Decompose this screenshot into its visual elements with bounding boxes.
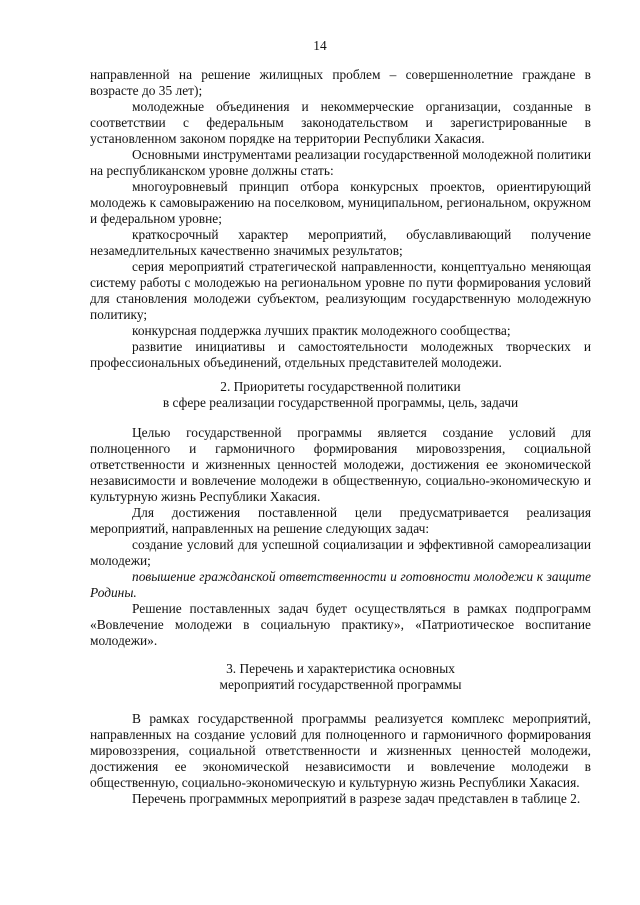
intro-paragraph: краткосрочный характер мероприятий, обуславливающий получение незамедлительных качественно значимых результатов; [90, 227, 591, 258]
section-2-heading-line: 2. Приоритеты государственной политики [220, 379, 461, 394]
section-3-heading-line: 3. Перечень и характеристика основных [226, 661, 455, 676]
intro-paragraph: молодежные объединения и некоммерческие организации, созданные в соответствии с федеральным законодательством и зарегистрированные в установленном законом порядке на территории Республики Хакасия. [90, 99, 591, 146]
section-3-paragraph: В рамках государственной программы реализуется комплекс мероприятий, направленных на создание условий для полноценного и гармоничного формирования мировоззрения, социальной ответственности и жизненных ценностей молодежи, достижения ее экономической независимости и вовлечение молодежи в общественную, социально-экономическую и культурную жизнь Республики Хакасия. [90, 711, 591, 790]
section-3-heading [90, 661, 591, 693]
page-body [90, 67, 591, 807]
intro-paragraph: многоуровневый принцип отбора конкурсных проектов, ориентирующий молодежь к самовыражению на поселковом, муниципальном, региональном, окружном и федеральном уровне; [90, 179, 591, 226]
section-2-paragraph: Решение поставленных задач будет осуществляться в рамках подпрограмм «Вовлечение молодежи в социальную практику», «Патриотическое воспитание молодежи». [90, 601, 591, 648]
page-number: 14 [313, 38, 327, 53]
section-2-paragraph: Целью государственной программы является создание условий для полноценного и гармоничного формирования мировоззрения, социальной ответственности и жизненных ценностей молодежи, достижения ее экономической независимости и вовлечение молодежи в общественную, социально-экономическую и культурную жизнь Республики Хакасия. [90, 425, 591, 504]
section-2-heading-line: в сфере реализации государственной программы, цель, задачи [162, 395, 519, 410]
section-2-heading [90, 379, 591, 411]
section-2-italic-paragraph: повышение гражданской ответственности и готовности молодежи к защите Родины. [90, 569, 591, 600]
intro-paragraph: развитие инициативы и самостоятельности молодежных творческих и профессиональных объединений, отдельных представителей молодежи. [90, 339, 591, 370]
section-3-heading-line: мероприятий государственной программы [219, 677, 462, 692]
section-2-paragraph: Для достижения поставленной цели предусматривается реализация мероприятий, направленных на решение следующих задач: [90, 505, 591, 536]
intro-paragraph: конкурсная поддержка лучших практик молодежного сообщества; [132, 323, 511, 338]
section-2-paragraph: создание условий для успешной социализации и эффективной самореализации молодежи; [90, 537, 591, 568]
intro-paragraph: направленной на решение жилищных проблем – совершеннолетние граждане в возрасте до 35 лет); [90, 67, 591, 98]
intro-paragraph: серия мероприятий стратегической направленности, концептуально меняющая систему работы с молодежью на региональном уровне по пути формирования условий для становления молодежи субъектом, реализующим государственную молодежную политику; [90, 259, 591, 322]
section-3-paragraph: Перечень программных мероприятий в разрезе задач представлен в таблице 2. [132, 791, 581, 806]
intro-paragraph: Основными инструментами реализации государственной молодежной политики на республиканском уровне должны стать: [90, 147, 591, 178]
